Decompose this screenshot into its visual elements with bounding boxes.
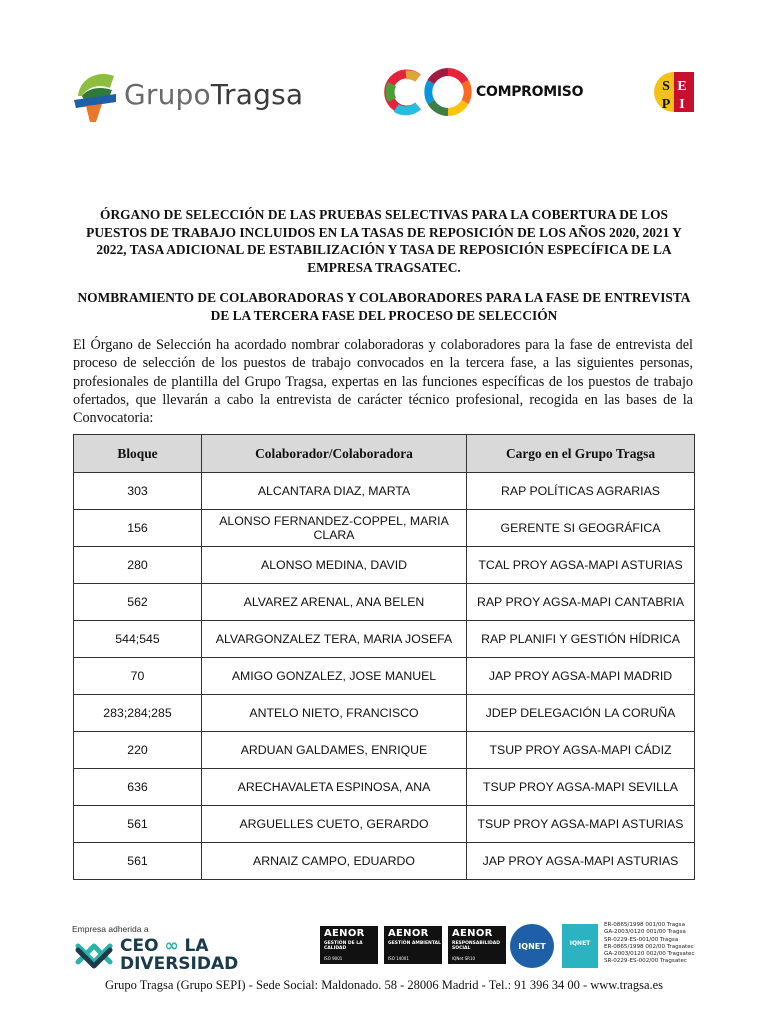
- badge-code: ISO 9001: [324, 956, 343, 961]
- certification-list: [604, 922, 714, 966]
- cell-bloque: 544;545: [74, 621, 202, 658]
- table-row: [74, 473, 695, 510]
- cell-bloque: 283;284;285: [74, 695, 202, 732]
- header-colaborador: Colaborador/Colaboradora: [202, 435, 467, 473]
- ceo-small-text: Empresa adherida a: [72, 924, 149, 934]
- sepi-letter-e: E: [677, 79, 687, 94]
- table-row: [74, 732, 695, 769]
- badge-code: ISO 14001: [388, 956, 409, 961]
- cell-bloque: 70: [74, 658, 202, 695]
- ceo-text: CEO: [120, 936, 159, 956]
- document-title: [74, 206, 694, 276]
- compromiso-text: COMPROMISO: [476, 84, 584, 100]
- cell-colaborador: ARNAIZ CAMPO, EDUARDO: [202, 843, 467, 880]
- sepi-emblem-icon: [652, 68, 696, 116]
- ceo-diversidad-logo: [72, 924, 242, 976]
- aenor-badge-ambiental: [384, 926, 442, 964]
- ceo-big-text: CEO ∞ LA DIVERSIDAD: [120, 936, 239, 974]
- ceo-knot-icon: [72, 938, 116, 974]
- badge-label: GESTIÓN AMBIENTAL: [388, 941, 441, 946]
- table-row: [74, 658, 695, 695]
- cell-colaborador: AMIGO GONZALEZ, JOSE MANUEL: [202, 658, 467, 695]
- cell-cargo: GERENTE SI GEOGRÁFICA: [467, 510, 695, 547]
- cell-cargo: RAP PROY AGSA-MAPI CANTABRIA: [467, 584, 695, 621]
- grupo-tragsa-logo: [72, 66, 302, 124]
- cell-bloque: 562: [74, 584, 202, 621]
- document-subtitle: [74, 289, 694, 324]
- ceo-diversidad-text: DIVERSIDAD: [120, 954, 239, 974]
- cert-code: SR-0229-ES-001/00 Tragsa: [604, 936, 679, 943]
- badge-brand: AENOR: [388, 928, 429, 939]
- badge-code: IQNet SR10: [452, 956, 476, 961]
- sepi-letter-i: I: [679, 97, 685, 112]
- aenor-badge-social: [448, 926, 506, 964]
- badge-label: RESPONSABILIDAD SOCIAL: [452, 941, 500, 951]
- iqnet-square-seal: [562, 924, 598, 968]
- cell-bloque: 280: [74, 547, 202, 584]
- cell-colaborador: ALONSO FERNANDEZ-COPPEL, MARIA CLARA: [202, 510, 467, 547]
- footer-address: Grupo Tragsa (Grupo SEPI) - Sede Social: Maldonado. 58 - 28006 Madrid - Tel.: 91 396 34 00 - www.tragsa.es: [104, 978, 664, 992]
- cell-colaborador: ALVAREZ ARENAL, ANA BELEN: [202, 584, 467, 621]
- iqnet-square-text: IQNET: [569, 940, 591, 947]
- cell-colaborador: ALVARGONZALEZ TERA, MARIA JOSEFA: [202, 621, 467, 658]
- cell-colaborador: ALCANTARA DIAZ, MARTA: [202, 473, 467, 510]
- brand-name: [124, 78, 303, 111]
- cell-cargo: TSUP PROY AGSA-MAPI CÁDIZ: [467, 732, 695, 769]
- brand-light: Grupo: [124, 78, 211, 111]
- sepi-letter-s: S: [662, 79, 670, 94]
- cell-colaborador: ARGUELLES CUETO, GERARDO: [202, 806, 467, 843]
- footer: [0, 920, 768, 1024]
- table-row: [74, 843, 695, 880]
- cell-colaborador: ARECHAVALETA ESPINOSA, ANA: [202, 769, 467, 806]
- cert-code: ER-0865/1998 002/00 Tragsatec: [604, 943, 694, 950]
- table-row: [74, 769, 695, 806]
- badge-label: GESTIÓN DE LA CALIDAD: [324, 941, 363, 951]
- cell-colaborador: ALONSO MEDINA, DAVID: [202, 547, 467, 584]
- cell-bloque: 561: [74, 843, 202, 880]
- cell-cargo: TSUP PROY AGSA-MAPI SEVILLA: [467, 769, 695, 806]
- table-row: [74, 806, 695, 843]
- cell-cargo: TCAL PROY AGSA-MAPI ASTURIAS: [467, 547, 695, 584]
- ceo-la-text: LA: [184, 936, 209, 956]
- aenor-badge-calidad: [320, 926, 378, 964]
- sepi-letter-p: P: [661, 97, 671, 112]
- cell-bloque: 636: [74, 769, 202, 806]
- cell-bloque: 303: [74, 473, 202, 510]
- title-main: ÓRGANO DE SELECCIÓN DE LAS PRUEBAS SELECTIVAS PARA LA COBERTURA DE LOS PUESTOS DE TRABAJO INCLUIDOS EN LA TASAS DE REPOSICIÓN DE LOS AÑOS 2020, 2021 Y 2022, TASA ADICIONAL DE ESTABILIZACIÓN Y TASA DE REPOSICIÓN ESPECÍFICA DE LA EMPRESA TRAGSATEC.: [86, 207, 682, 275]
- intro-paragraph: El Órgano de Selección ha acordado nombrar colaboradoras y colaboradores para la fase de entrevista del proceso de selección de los puestos de trabajo convocados en la tercera fase, a las siguientes personas, profesionales de plantilla del Grupo Tragsa, expertas en las funciones específicas de los puestos de trabajo ofertados, que llevarán a cabo la entrevista de carácter técnico profesional, recogida en las bases de la Convocatoria:: [73, 337, 693, 427]
- table-row: [74, 547, 695, 584]
- header: [0, 60, 768, 130]
- cell-cargo: JAP PROY AGSA-MAPI MADRID: [467, 658, 695, 695]
- sepi-logo: [652, 68, 696, 116]
- cell-colaborador: ARDUAN GALDAMES, ENRIQUE: [202, 732, 467, 769]
- cell-bloque: 220: [74, 732, 202, 769]
- iqnet-text: IQNET: [518, 941, 546, 951]
- cell-bloque: 156: [74, 510, 202, 547]
- cell-cargo: RAP PLANIFI Y GESTIÓN HÍDRICA: [467, 621, 695, 658]
- cell-cargo: JAP PROY AGSA-MAPI ASTURIAS: [467, 843, 695, 880]
- badge-brand: AENOR: [452, 928, 493, 939]
- cell-cargo: RAP POLÍTICAS AGRARIAS: [467, 473, 695, 510]
- cert-code: GA-2003/0120 001/00 Tragsa: [604, 929, 686, 936]
- cell-cargo: TSUP PROY AGSA-MAPI ASTURIAS: [467, 806, 695, 843]
- badge-brand: AENOR: [324, 928, 365, 939]
- title-subtitle: NOMBRAMIENTO DE COLABORADORAS Y COLABORADORES PARA LA FASE DE ENTREVISTA DE LA TERCERA FASE DEL PROCESO DE SELECCIÓN: [77, 290, 691, 323]
- tragsa-emblem-icon: [72, 66, 118, 124]
- header-cargo: Cargo en el Grupo Tragsa: [467, 435, 695, 473]
- cert-code: GA-2003/0120 002/00 Tragsatec: [604, 951, 695, 958]
- cell-bloque: 561: [74, 806, 202, 843]
- iqnet-seal: [510, 924, 554, 968]
- sdg-wheel-icon: [384, 68, 472, 116]
- table-header-row: [74, 435, 695, 473]
- cell-colaborador: ANTELO NIETO, FRANCISCO: [202, 695, 467, 732]
- table-row: [74, 621, 695, 658]
- cert-code: SR-0229-ES-002/00 Tragsatec: [604, 958, 687, 965]
- cert-code: ER-0865/1998 001/00 Tragsa: [604, 922, 686, 928]
- header-bloque: Bloque: [74, 435, 202, 473]
- compromiso-logo: [384, 68, 584, 116]
- cell-cargo: JDEP DELEGACIÓN LA CORUÑA: [467, 695, 695, 732]
- brand-bold: Tragsa: [210, 78, 304, 111]
- collaborators-table: [73, 434, 695, 880]
- table-row: [74, 510, 695, 547]
- table-row: [74, 695, 695, 732]
- table-row: [74, 584, 695, 621]
